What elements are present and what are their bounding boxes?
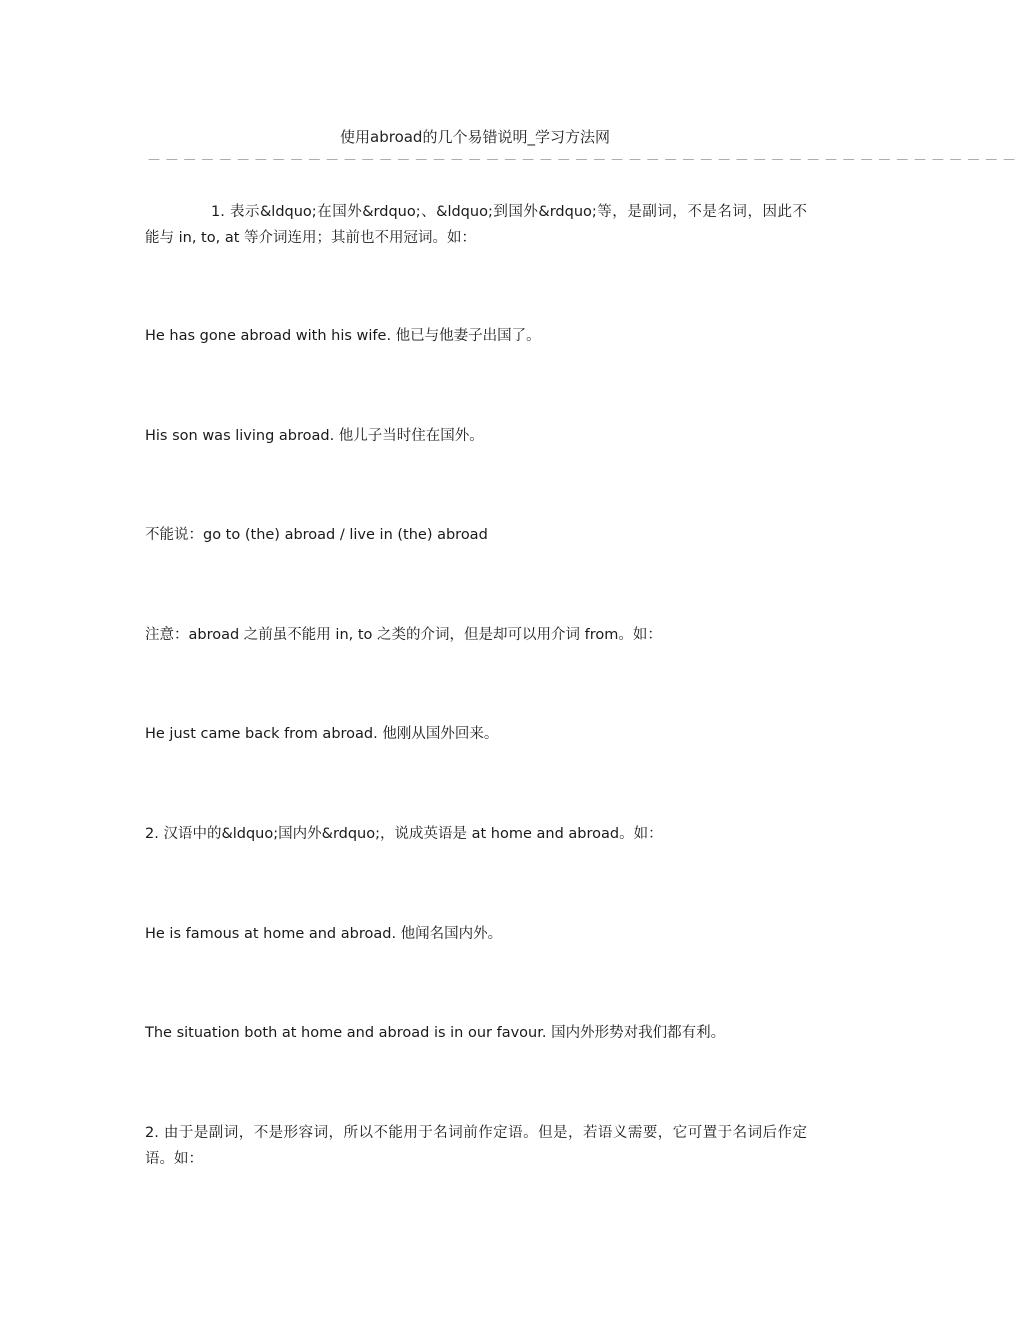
paragraph-2: He has gone abroad with his wife. 他已与他妻子出国了。 (145, 328, 541, 344)
paragraph-10: 2. 由于是副词，不是形容词，所以不能用于名词前作定语。但是，若语义需要，它可置于名词后作定语。如： (145, 1125, 807, 1167)
paragraph-1: 1. 表示&ldquo;在国外&rdquo;、&ldquo;到国外&rdquo;等，是副词，不是名词，因此不能与 in, to, at 等介词连用；其前也不用冠词。如： (145, 204, 807, 246)
paragraph-7: 2. 汉语中的&ldquo;国内外&rdquo;，说成英语是 at home and abroad。如： (145, 826, 663, 842)
paragraph-5: 注意：abroad 之前虽不能用 in, to 之类的介词，但是却可以用介词 from。如： (145, 627, 662, 643)
paragraph-8: He is famous at home and abroad. 他闻名国内外。 (145, 926, 503, 942)
title-divider: — — — — — — — — — — — — — — — — — — — — — — — — — — — — — — — — — — — — — — — — — — — — — — — — — (148, 152, 1016, 166)
paragraph-4: 不能说：go to (the) abroad / live in (the) abroad (145, 527, 488, 543)
paragraph-9: The situation both at home and abroad is in our favour. 国内外形势对我们都有利。 (145, 1025, 726, 1041)
paragraph-3: His son was living abroad. 他儿子当时住在国外。 (145, 428, 484, 444)
document-title: 使用abroad的几个易错说明_学习方法网 (340, 128, 610, 146)
paragraph-6: He just came back from abroad. 他刚从国外回来。 (145, 726, 499, 742)
